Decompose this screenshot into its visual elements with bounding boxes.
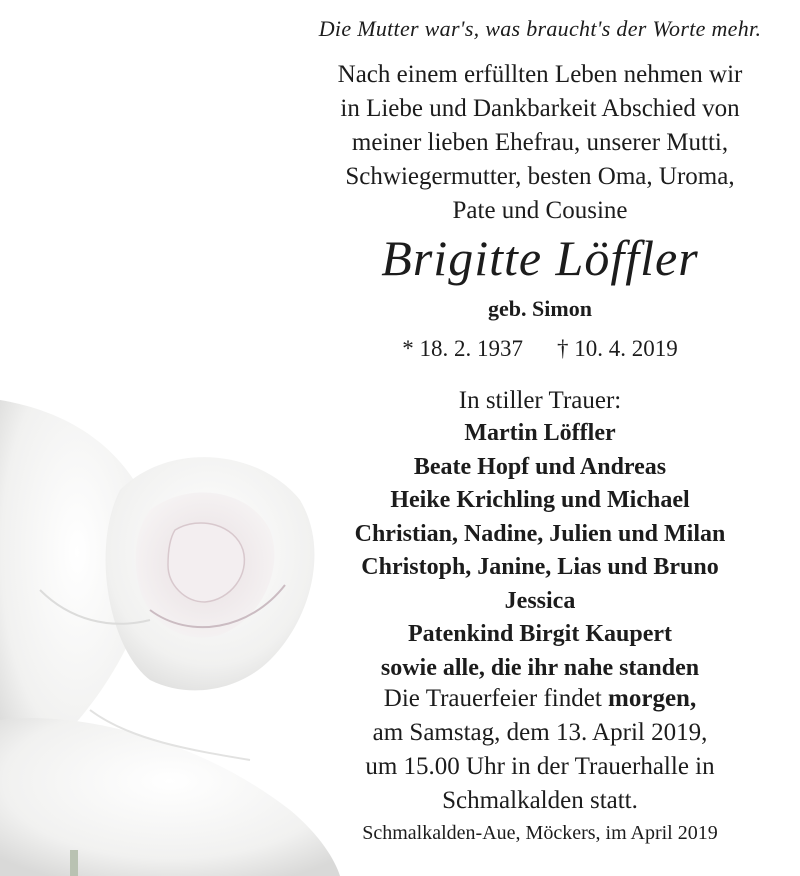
birth-date: * 18. 2. 1937: [402, 336, 523, 361]
mourner-entry: Martin Löffler: [464, 420, 616, 446]
mourner-entry: Beate Hopf und Andreas: [413, 453, 667, 480]
motto-quote: Die Mutter war's, was braucht's der Worte mehr.: [318, 16, 762, 41]
mourning-heading: In stiller Trauer:: [458, 387, 622, 414]
place-date-footer: Schmalkalden-Aue, Möckers, im April 2019: [362, 822, 718, 844]
service-text: Die Trauerfeier findet: [383, 685, 609, 712]
service-line: Schmalkalden statt.: [442, 787, 638, 814]
intro-line: Pate und Cousine: [452, 197, 628, 224]
mourner-entry: Patenkind Birgit Kaupert: [407, 621, 672, 647]
intro-paragraph: [290, 58, 790, 228]
funeral-service-info: [290, 682, 790, 818]
intro-line: meiner lieben Ehefrau, unserer Mutti,: [351, 129, 729, 156]
mourner-entry: Jessica: [504, 587, 576, 614]
mourner-entry: sowie alle, die ihr nahe standen: [380, 654, 700, 681]
service-line: [290, 682, 790, 716]
mourner-entry: Heike Krichling und Michael: [390, 487, 690, 513]
white-rose-image: [0, 380, 340, 876]
mourner-entry: Christian, Nadine, Julien und Milan: [354, 520, 726, 547]
deceased-name: Brigitte Löffler: [381, 230, 699, 286]
intro-line: Nach einem erfüllten Leben nehmen wir: [337, 61, 743, 88]
intro-line: Schwiegermutter, besten Oma, Uroma,: [345, 163, 735, 190]
intro-line: in Liebe und Dankbarkeit Abschied von: [340, 95, 740, 122]
mourners-list: [290, 417, 790, 685]
service-line: um 15.00 Uhr in der Trauerhalle in: [365, 753, 715, 780]
maiden-name: geb. Simon: [488, 296, 592, 321]
death-date: † 10. 4. 2019: [557, 336, 678, 361]
life-dates: [290, 336, 790, 362]
service-emphasis: morgen,: [608, 685, 697, 712]
service-line: am Samstag, dem 13. April 2019,: [372, 719, 708, 746]
mourner-entry: Christoph, Janine, Lias und Bruno: [361, 554, 719, 580]
